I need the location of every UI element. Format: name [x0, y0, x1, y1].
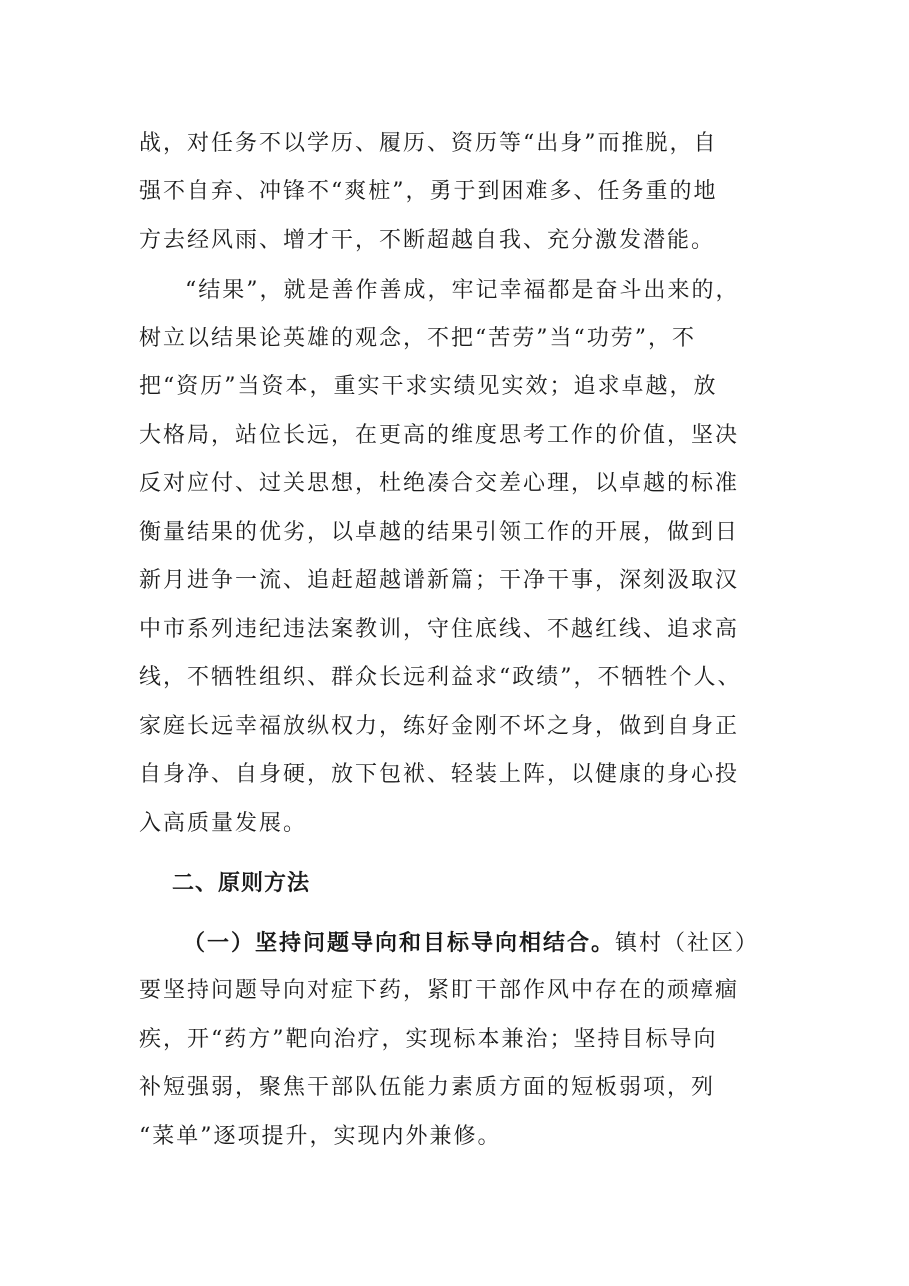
text-line: 把“资历”当资本，重实干求实绩见实效；追求卓越，放 [139, 374, 718, 399]
text-line: 疾，开“药方”靶向治疗，实现标本兼治；坚持目标导向 [139, 1027, 718, 1052]
text-line: 大格局，站位长远，在更高的维度思考工作的价值，坚决 [139, 423, 740, 448]
text-line: 家庭长远幸福放纵权力，练好金刚不坏之身，做到自身正 [139, 714, 740, 739]
text-line: 方去经风雨、增才干，不断超越自我、充分激发潜能。 [139, 228, 716, 253]
text-line: “结果”，就是善作善成，牢记幸福都是奋斗出来的， [161, 278, 740, 303]
paragraph-bold-lead: （一）坚持问题导向和目标导向相结合。 [183, 930, 616, 956]
text-line: 新月进争一流、追赶超越谱新篇；干净干事，深刻汲取汉 [139, 568, 740, 593]
text-line: “菜单”逐项提升，实现内外兼修。 [139, 1124, 502, 1149]
text-line: 自身净、自身硬，放下包袱、轻装上阵，以健康的身心投 [139, 762, 740, 787]
text-line: 树立以结果论英雄的观念，不把“苦劳”当“功劳”，不 [139, 326, 696, 351]
text-line: 反对应付、过关思想，杜绝凑合交差心理，以卓越的标准 [139, 471, 740, 496]
paragraph-lead-rest: 镇村（社区） [615, 931, 760, 956]
text-line: 强不自弃、冲锋不“爽桩”，勇于到困难多、任务重的地 [139, 179, 718, 204]
text-line: 衡量结果的优劣，以卓越的结果引领工作的开展，做到日 [139, 520, 740, 545]
text-line: 战，对任务不以学历、履历、资历等“出身”而推脱，自 [139, 131, 718, 156]
heading-text: 二、原则方法 [172, 871, 311, 896]
text-line: 入高质量发展。 [139, 811, 308, 836]
text-line: 中市系列违纪违法案教训，守住底线、不越红线、追求高 [139, 617, 740, 642]
text-line-first [183, 928, 759, 958]
text-line: 要坚持问题导向对症下药，紧盯干部作风中存在的顽瘴痼 [139, 978, 740, 1003]
text-line: 线，不牺牲组织、群众长远利益求“政绩”，不牺牲个人、 [139, 665, 742, 690]
text-line: 补短强弱，聚焦干部队伍能力素质方面的短板弱项，列 [139, 1075, 716, 1100]
